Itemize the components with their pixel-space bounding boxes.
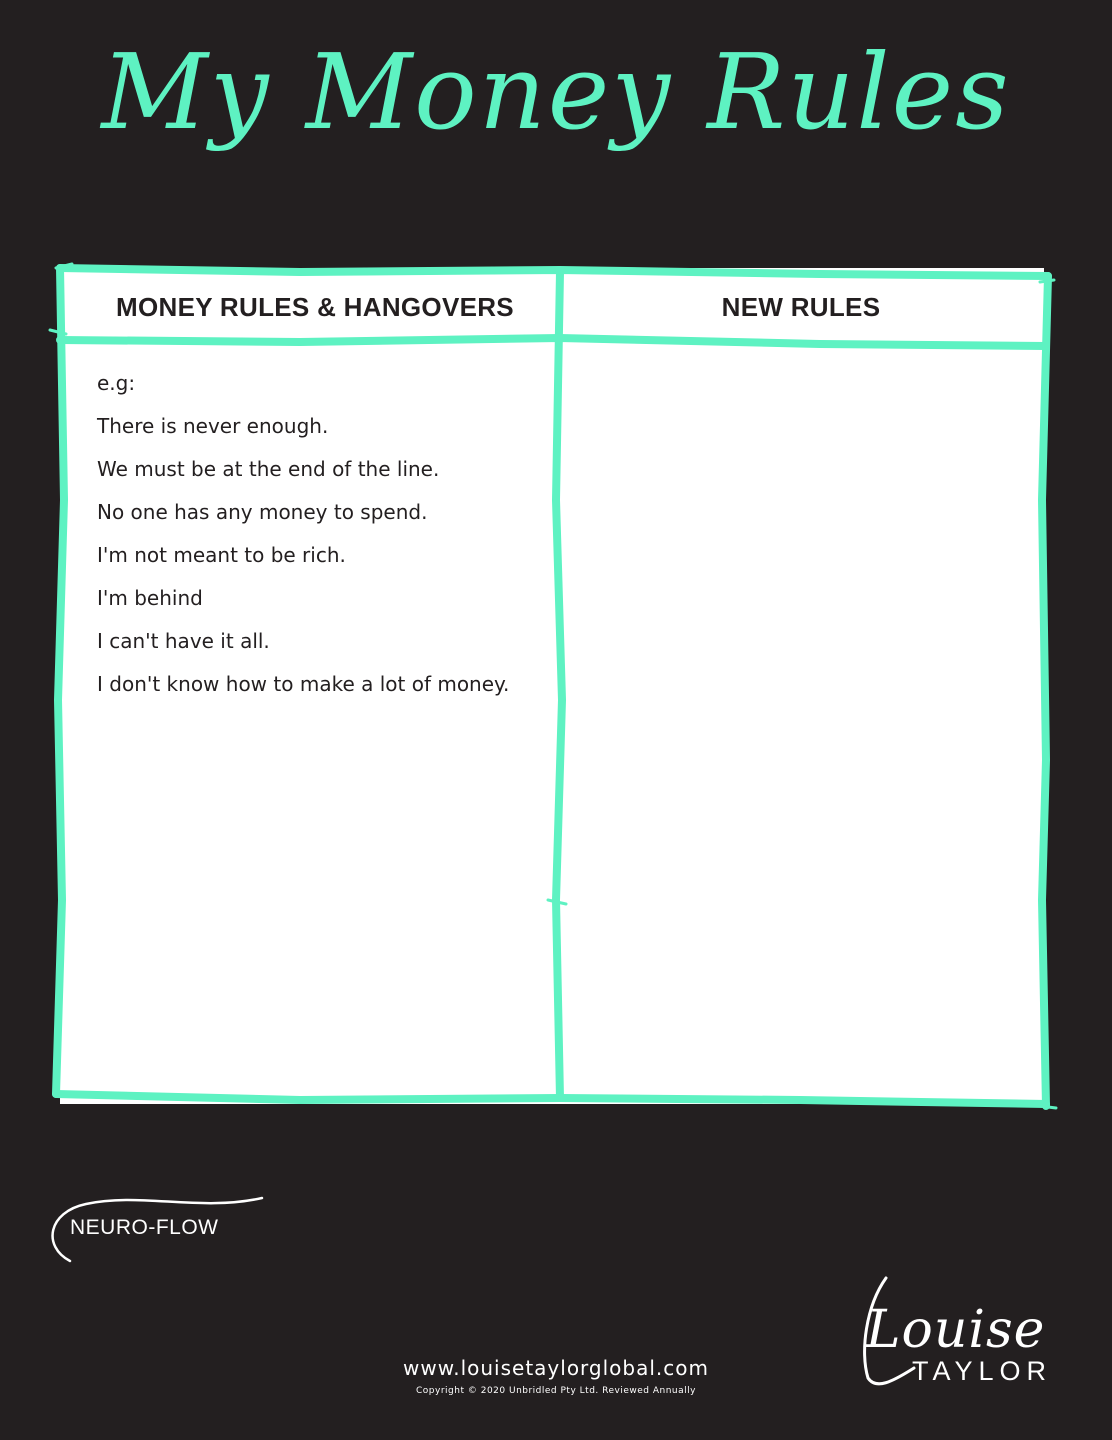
website-link[interactable]: www.louisetaylorglobal.com xyxy=(402,1356,709,1380)
list-item: e.g: xyxy=(97,371,136,395)
header-money-rules-hangovers: MONEY RULES & HANGOVERS xyxy=(116,291,514,322)
list-item: No one has any money to spend. xyxy=(97,500,428,524)
signature-taylor: TAYLOR xyxy=(912,1356,1053,1386)
list-item: There is never enough. xyxy=(97,414,329,438)
list-item: I don't know how to make a lot of money. xyxy=(97,672,510,696)
page-title: My Money Rules xyxy=(101,31,1011,153)
list-item: I'm behind xyxy=(97,586,203,610)
new-rules-writing-area[interactable] xyxy=(570,350,1030,1090)
list-item: We must be at the end of the line. xyxy=(97,457,440,481)
header-new-rules: NEW RULES xyxy=(721,291,881,322)
list-item: I'm not meant to be rich. xyxy=(97,543,346,567)
neuro-flow-logo-text: NEURO-FLOW xyxy=(70,1216,219,1239)
copyright-text: Copyright © 2020 Unbridled Pty Ltd. Reviewed Annually xyxy=(416,1386,696,1396)
money-rules-list xyxy=(97,368,547,712)
signature-louise: Louise xyxy=(866,1300,1046,1360)
list-item: I can't have it all. xyxy=(97,629,270,653)
